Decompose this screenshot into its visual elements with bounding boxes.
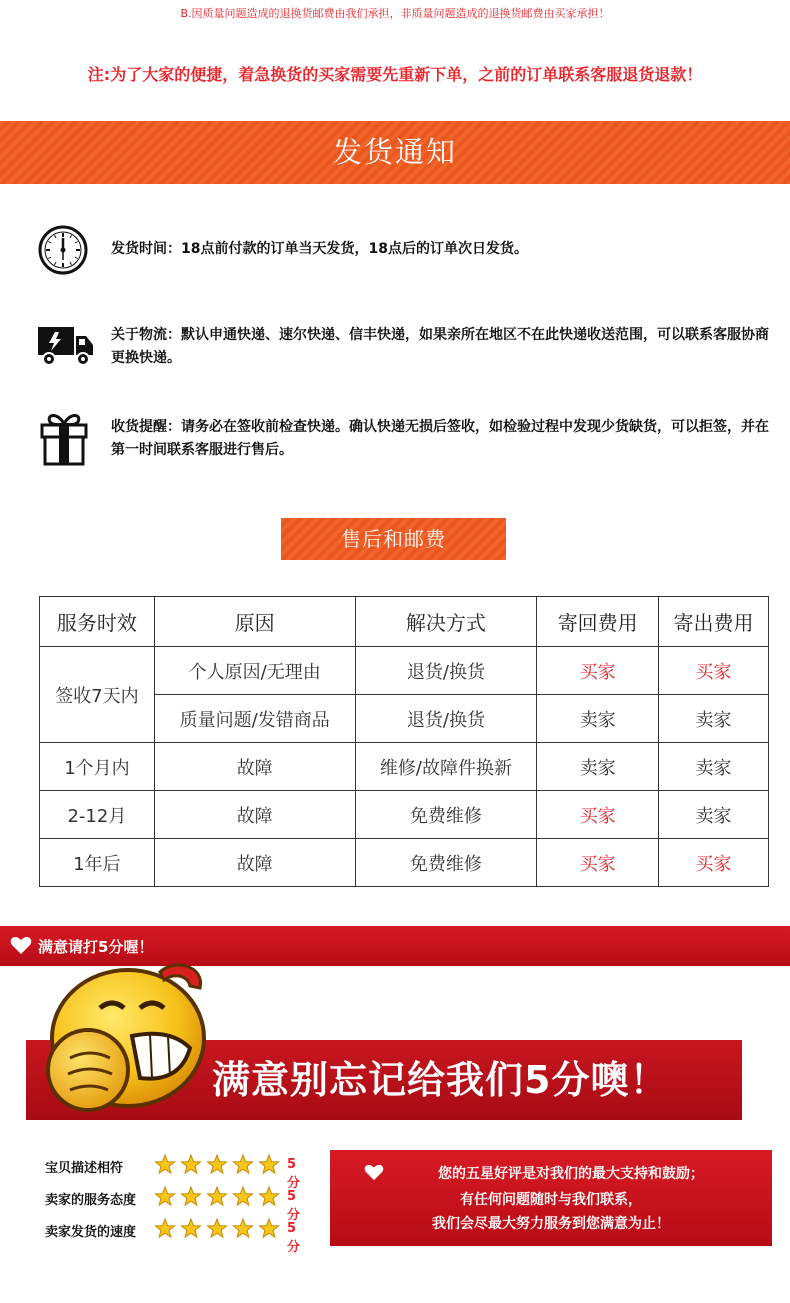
heart-icon xyxy=(10,935,32,959)
star-icon xyxy=(260,1155,279,1173)
send-fee-cell: 买家 xyxy=(659,647,769,695)
star-icon xyxy=(156,1155,175,1173)
five-stars-icon xyxy=(153,1154,283,1180)
smiley-mascot-icon xyxy=(40,958,215,1127)
star-icon xyxy=(234,1187,253,1205)
clock-icon xyxy=(37,224,89,280)
score-value: 5分 xyxy=(287,1221,301,1255)
receipt-reminder-text: 收货提醒：请务必在签收前检查快递。确认快递无损后签收，如检验过程中发现少货缺货，可以拒签，并在第一时间联系客服进行售后。 xyxy=(111,419,769,458)
reason-cell: 故障 xyxy=(154,839,355,887)
return-fee-cell: 买家 xyxy=(537,647,659,695)
table-row xyxy=(40,647,769,695)
rating-bar-text: 满意请打5分喔！ xyxy=(38,938,154,956)
send-fee-cell: 买家 xyxy=(659,839,769,887)
after-sales-title: 售后和邮费 xyxy=(341,527,446,551)
period-cell: 1个月内 xyxy=(40,743,155,791)
score-label: 宝贝描述相符 xyxy=(45,1161,124,1176)
star-icon xyxy=(208,1155,227,1173)
rating-banner-text: 满意别忘记给我们5分噢！ xyxy=(212,1058,669,1102)
header-return-fee: 寄回费用 xyxy=(537,597,659,647)
header-reason: 原因 xyxy=(154,597,355,647)
star-icon xyxy=(260,1187,279,1205)
star-icon xyxy=(208,1187,227,1205)
header-solution: 解决方式 xyxy=(355,597,537,647)
five-stars-icon xyxy=(153,1218,283,1244)
notice-return-policy: B.因质量问题造成的退换货邮费由我们承担，非质量问题造成的退换货邮费由买家承担！ xyxy=(180,7,610,20)
reason-cell: 质量问题/发错商品 xyxy=(154,695,355,743)
notice-exchange-note: 注:为了大家的便捷，着急换货的买家需要先重新下单，之前的订单联系客服退货退款！ xyxy=(87,65,703,84)
after-sales-table xyxy=(39,596,769,887)
return-fee-cell: 买家 xyxy=(537,791,659,839)
score-label: 卖家的服务态度 xyxy=(45,1193,137,1208)
star-icon xyxy=(234,1219,253,1237)
reason-cell: 故障 xyxy=(154,791,355,839)
solution-cell: 退货/换货 xyxy=(355,695,537,743)
five-stars-icon xyxy=(153,1186,283,1212)
promise-box xyxy=(330,1150,772,1246)
solution-cell: 免费维修 xyxy=(355,791,537,839)
star-icon xyxy=(182,1155,201,1173)
reason-cell: 个人原因/无理由 xyxy=(154,647,355,695)
logistics-text: 关于物流：默认申通快递、速尔快递、信丰快递，如果亲所在地区不在此快递收送范围，可以联系客服协商更换快递。 xyxy=(111,327,769,366)
send-fee-cell: 卖家 xyxy=(659,791,769,839)
promise-line-3: 我们会尽最大努力服务到您满意为止！ xyxy=(432,1216,670,1232)
promise-line-2: 有任何问题随时与我们联系， xyxy=(460,1192,642,1208)
star-icon xyxy=(234,1155,253,1173)
shipping-time-text: 发货时间：18点前付款的订单当天发货，18点后的订单次日发货。 xyxy=(111,241,528,257)
reason-cell: 故障 xyxy=(154,743,355,791)
promise-line-1: 您的五星好评是对我们的最大支持和鼓励； xyxy=(438,1166,704,1182)
return-fee-cell: 买家 xyxy=(537,839,659,887)
header-period: 服务时效 xyxy=(40,597,155,647)
period-cell: 签收7天内 xyxy=(40,647,155,743)
table-row xyxy=(40,743,769,791)
send-fee-cell: 卖家 xyxy=(659,695,769,743)
star-icon xyxy=(156,1187,175,1205)
star-icon xyxy=(208,1219,227,1237)
header-send-fee: 寄出费用 xyxy=(659,597,769,647)
score-value: 5分 xyxy=(287,1189,301,1223)
shipping-notice-banner xyxy=(0,121,790,184)
period-cell: 1年后 xyxy=(40,839,155,887)
shipping-time-row xyxy=(0,224,790,280)
period-cell: 2-12月 xyxy=(40,791,155,839)
table-row xyxy=(40,791,769,839)
star-icon xyxy=(260,1219,279,1237)
return-fee-cell: 卖家 xyxy=(537,695,659,743)
delivery-truck-icon xyxy=(37,324,95,372)
score-value: 5分 xyxy=(287,1157,301,1191)
return-fee-cell: 卖家 xyxy=(537,743,659,791)
solution-cell: 免费维修 xyxy=(355,839,537,887)
receipt-reminder-row xyxy=(0,410,790,466)
shipping-banner-title: 发货通知 xyxy=(332,135,457,169)
star-icon xyxy=(182,1187,201,1205)
star-icon xyxy=(182,1219,201,1237)
score-label: 卖家发货的速度 xyxy=(45,1225,137,1240)
gift-icon xyxy=(40,410,88,470)
logistics-row xyxy=(0,322,790,372)
send-fee-cell: 卖家 xyxy=(659,743,769,791)
solution-cell: 退货/换货 xyxy=(355,647,537,695)
table-row xyxy=(40,839,769,887)
star-icon xyxy=(156,1219,175,1237)
solution-cell: 维修/故障件换新 xyxy=(355,743,537,791)
table-header-row xyxy=(40,597,769,647)
after-sales-badge xyxy=(281,518,506,560)
